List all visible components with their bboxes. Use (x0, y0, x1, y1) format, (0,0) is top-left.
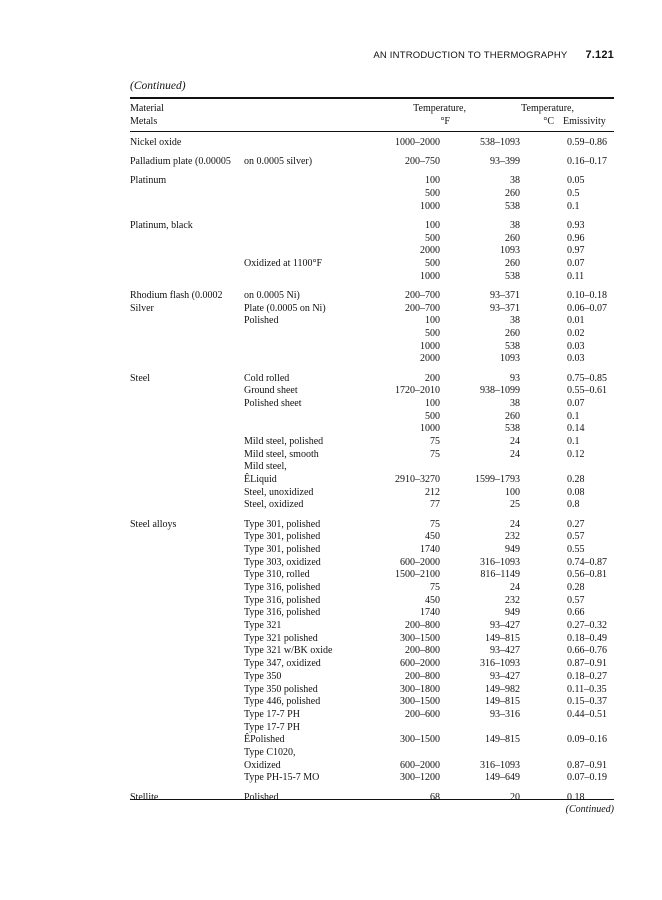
temp-f-cell: 1740 (420, 607, 440, 619)
subtype-cell: Type 321 polished (244, 632, 318, 644)
emissivity-cell: 0.56–0.81 (567, 569, 607, 581)
temp-c-cell: 93–316 (490, 708, 520, 720)
continued-label-top: (Continued) (130, 80, 186, 92)
temp-f-cell: 300–1500 (400, 696, 440, 708)
subtype-cell: Type 446, polished (244, 696, 321, 708)
temp-c-cell: 149–982 (485, 683, 520, 695)
emissivity-cell: 0.1 (567, 435, 580, 447)
emissivity-cell: 0.08 (567, 486, 585, 498)
table-row (130, 315, 614, 328)
table-row (130, 436, 614, 449)
subtype-cell: Type 301, polished (244, 543, 321, 555)
running-head-title: AN INTRODUCTION TO THERMOGRAPHY (373, 50, 568, 61)
emissivity-cell: 0.66–0.76 (567, 645, 607, 657)
temp-f-cell: 500 (425, 327, 440, 339)
material-cell: Nickel oxide (130, 137, 182, 148)
table-row (130, 233, 614, 246)
table-row (130, 137, 614, 150)
table-row (130, 633, 614, 646)
temp-c-cell: 538 (505, 270, 520, 282)
temp-c-cell: 232 (505, 594, 520, 606)
temp-c-cell: 100 (505, 486, 520, 498)
emissivity-cell: 0.07–0.19 (567, 772, 607, 784)
subtype-cell: Type 17-7 PH (244, 708, 300, 720)
temp-f-cell: 500 (425, 410, 440, 422)
table-row (130, 696, 614, 709)
temp-f-cell: 600–2000 (400, 658, 440, 670)
temp-c-cell: 538–1093 (480, 137, 520, 148)
emissivity-cell: 0.11 (567, 270, 585, 282)
subtype-cell: Type 301, polished (244, 531, 321, 543)
table-row (130, 423, 614, 436)
table-row (130, 474, 614, 487)
temp-c-cell: 24 (510, 448, 520, 460)
temp-f-cell: 75 (430, 435, 440, 447)
table-row (130, 303, 614, 316)
table-row (130, 220, 614, 233)
emissivity-cell: 0.05 (567, 175, 585, 187)
temp-c-cell: 316–1093 (480, 556, 520, 568)
temp-f-cell: 300–1200 (400, 772, 440, 784)
temp-c-cell: 24 (510, 518, 520, 530)
emissivity-table (130, 137, 614, 804)
emissivity-cell: 0.02 (567, 327, 585, 339)
temp-c-cell: 538 (505, 423, 520, 435)
emissivity-cell: 0.55–0.61 (567, 385, 607, 397)
temp-c-cell: 260 (505, 410, 520, 422)
emissivity-cell: 0.18–0.27 (567, 670, 607, 682)
table-row (130, 645, 614, 658)
temp-c-cell: 93–427 (490, 670, 520, 682)
table-row (130, 531, 614, 544)
temp-c-cell: 93–399 (490, 156, 520, 168)
emissivity-cell: 0.06–0.07 (567, 302, 607, 314)
temp-f-cell: 200–750 (405, 156, 440, 168)
temp-c-cell: 232 (505, 531, 520, 543)
temp-f-cell: 75 (430, 518, 440, 530)
subtype-cell: Type 316, polished (244, 594, 321, 606)
emissivity-cell: 0.15–0.37 (567, 696, 607, 708)
subtype-cell: Mild steel, smooth (244, 448, 319, 460)
temp-f-cell: 200–800 (405, 645, 440, 657)
table-row (130, 722, 614, 735)
table-row (130, 607, 614, 620)
temp-f-cell: 100 (425, 397, 440, 409)
material-cell: Platinum, black (130, 219, 193, 231)
table-row (130, 620, 614, 633)
subtype-cell: Type PH-15-7 MO (244, 772, 320, 784)
continued-label-bottom: (Continued) (565, 804, 614, 815)
temp-c-cell: 38 (510, 397, 520, 409)
temp-c-cell: 816–1149 (480, 569, 520, 581)
table-row (130, 792, 614, 805)
temp-c-cell: 24 (510, 435, 520, 447)
emissivity-cell: 0.5 (567, 188, 580, 200)
table-row (130, 411, 614, 424)
table-row (130, 461, 614, 474)
table-row (130, 671, 614, 684)
subtype-cell: Type 310, rolled (244, 569, 310, 581)
temp-c-cell: 149–815 (485, 632, 520, 644)
temp-f-cell: 450 (425, 531, 440, 543)
table-row (130, 385, 614, 398)
table-row (130, 449, 614, 462)
temp-f-cell: 100 (425, 175, 440, 187)
table-row (130, 760, 614, 773)
temp-f-cell: 200–600 (405, 708, 440, 720)
material-cell: Steel alloys (130, 518, 177, 530)
temp-c-cell: 38 (510, 175, 520, 187)
temp-c-cell: 260 (505, 188, 520, 200)
emissivity-cell: 0.16–0.17 (567, 156, 607, 168)
emissivity-cell: 0.03 (567, 353, 585, 365)
temp-c-cell: 24 (510, 582, 520, 593)
subtype-cell: ÊPolished (244, 734, 285, 746)
emissivity-cell: 0.01 (567, 315, 585, 327)
temp-f-cell: 2000 (420, 353, 440, 365)
emissivity-cell: 0.44–0.51 (567, 708, 607, 720)
subtype-cell: Ground sheet (244, 385, 298, 397)
table-row (130, 341, 614, 354)
table-row (130, 747, 614, 760)
emissivity-cell: 0.12 (567, 448, 585, 460)
temp-f-cell: 1720–2010 (395, 385, 440, 397)
table-row (130, 245, 614, 258)
emissivity-cell: 0.93 (567, 219, 585, 231)
temp-c-cell: 316–1093 (480, 658, 520, 670)
emissivity-cell: 0.07 (567, 397, 585, 409)
running-head (130, 49, 614, 61)
temp-f-cell: 1500–2100 (395, 569, 440, 581)
temp-c-cell: 260 (505, 327, 520, 339)
emissivity-cell: 0.03 (567, 340, 585, 352)
temp-c-cell: 949 (505, 607, 520, 619)
temp-f-cell: 77 (430, 499, 440, 511)
subtype-cell: Oxidized at 1100°F (244, 258, 323, 269)
temp-f-cell: 1000 (420, 200, 440, 212)
emissivity-cell: 0.07 (567, 258, 585, 269)
temp-c-cell: 93–427 (490, 645, 520, 657)
table-row (130, 658, 614, 671)
table-row (130, 569, 614, 582)
subtype-cell: Polished sheet (244, 397, 302, 409)
subtype-cell: Polished (244, 315, 279, 327)
emissivity-cell: 0.1 (567, 200, 580, 212)
table-row (130, 595, 614, 608)
temp-c-cell: 949 (505, 543, 520, 555)
subtype-cell: Polished (244, 791, 279, 803)
temp-f-cell: 500 (425, 188, 440, 200)
page-number: 7.121 (585, 49, 614, 61)
temp-f-cell: 600–2000 (400, 759, 440, 771)
temp-c-cell: 260 (505, 258, 520, 269)
temp-f-cell: 450 (425, 594, 440, 606)
temp-f-cell: 100 (425, 219, 440, 231)
temp-f-cell: 200–700 (405, 289, 440, 301)
temp-c-cell: 38 (510, 315, 520, 327)
emissivity-cell: 0.1 (567, 410, 580, 422)
temp-f-cell: 500 (425, 232, 440, 244)
header-rule (130, 131, 614, 132)
table-row (130, 201, 614, 214)
emissivity-cell: 0.10–0.18 (567, 289, 607, 301)
temp-f-cell: 300–1500 (400, 632, 440, 644)
temp-f-cell: 1000 (420, 270, 440, 282)
emissivity-cell: 0.75–0.85 (567, 372, 607, 384)
emissivity-cell: 0.97 (567, 245, 585, 257)
temp-f-cell: 68 (430, 791, 440, 803)
material-cell: Palladium plate (0.00005 (130, 156, 231, 168)
material-cell: Platinum (130, 175, 167, 187)
table-row (130, 487, 614, 500)
table-row (130, 175, 614, 188)
emissivity-cell: 0.87–0.91 (567, 759, 607, 771)
subtype-cell: Steel, unoxidized (244, 486, 314, 498)
table-row (130, 156, 614, 169)
emissivity-cell: 0.28 (567, 474, 585, 485)
emissivity-cell: 0.57 (567, 531, 585, 543)
table-row (130, 271, 614, 284)
table-bottom-rule (130, 799, 614, 800)
subtype-cell: Type 347, oxidized (244, 658, 321, 670)
table-row (130, 557, 614, 570)
emissivity-cell: 0.55 (567, 543, 585, 555)
table-top-rule (130, 97, 614, 99)
material-cell: Stellite (130, 791, 159, 803)
temp-f-cell: 2910–3270 (395, 474, 440, 485)
subtype-cell: on 0.0005 silver) (244, 156, 313, 168)
emissivity-cell: 0.14 (567, 423, 585, 435)
subtype-cell: Plate (0.0005 on Ni) (244, 302, 326, 314)
temp-c-cell: 93–427 (490, 620, 520, 632)
table-row (130, 290, 614, 303)
temp-c-cell: 1599–1793 (475, 474, 520, 485)
temp-c-cell: 38 (510, 219, 520, 231)
temp-c-cell: 149–815 (485, 734, 520, 746)
emissivity-cell: 0.66 (567, 607, 585, 619)
temp-f-cell: 212 (425, 486, 440, 498)
subtype-cell: Type 303, oxidized (244, 556, 321, 568)
header-emissivity: Emissivity (563, 115, 606, 127)
header-material: Material Metals (130, 103, 164, 127)
subtype-cell: Type 301, polished (244, 518, 321, 530)
table-row (130, 772, 614, 785)
emissivity-cell: 0.18–0.49 (567, 632, 607, 644)
temp-f-cell: 75 (430, 582, 440, 593)
temp-c-cell: 149–649 (485, 772, 520, 784)
temp-c-cell: 316–1093 (480, 759, 520, 771)
temp-f-cell: 200–700 (405, 302, 440, 314)
emissivity-cell: 0.87–0.91 (567, 658, 607, 670)
temp-c-cell: 149–815 (485, 696, 520, 708)
emissivity-cell: 0.18 (567, 791, 585, 803)
temp-f-cell: 600–2000 (400, 556, 440, 568)
temp-c-cell: 93 (510, 372, 520, 384)
temp-f-cell: 200–800 (405, 620, 440, 632)
table-row (130, 373, 614, 386)
emissivity-cell: 0.28 (567, 582, 585, 593)
emissivity-cell: 0.09–0.16 (567, 734, 607, 746)
table-row (130, 544, 614, 557)
temp-f-cell: 1000–2000 (395, 137, 440, 148)
table-row (130, 684, 614, 697)
temp-f-cell: 1000 (420, 340, 440, 352)
emissivity-cell: 0.11–0.35 (567, 683, 607, 695)
subtype-cell: ÊLiquid (244, 474, 277, 485)
table-row (130, 258, 614, 271)
temp-f-cell: 100 (425, 315, 440, 327)
subtype-cell: Type 350 polished (244, 683, 318, 695)
temp-c-cell: 538 (505, 340, 520, 352)
temp-c-cell: 25 (510, 499, 520, 511)
material-cell: Silver (130, 302, 154, 314)
table-row (130, 188, 614, 201)
emissivity-cell: 0.74–0.87 (567, 556, 607, 568)
subtype-cell: Type 316, polished (244, 582, 321, 593)
table-row (130, 519, 614, 532)
temp-f-cell: 1740 (420, 543, 440, 555)
temp-f-cell: 1000 (420, 423, 440, 435)
material-cell: Steel (130, 372, 150, 384)
temp-c-cell: 538 (505, 200, 520, 212)
table-row (130, 353, 614, 366)
subtype-cell: Oxidized (244, 759, 281, 771)
subtype-cell: Cold rolled (244, 372, 290, 384)
subtype-cell: Mild steel, polished (244, 435, 324, 447)
table-row (130, 328, 614, 341)
header-temp-c: Temperature, °C (521, 103, 574, 127)
temp-c-cell: 938–1099 (480, 385, 520, 397)
temp-f-cell: 300–1500 (400, 734, 440, 746)
subtype-cell: Type 321 w/BK oxide (244, 645, 333, 657)
temp-f-cell: 200–800 (405, 670, 440, 682)
temp-c-cell: 20 (510, 791, 520, 803)
subtype-cell: Mild steel, (244, 461, 287, 473)
emissivity-cell: 0.57 (567, 594, 585, 606)
temp-c-cell: 1093 (500, 353, 520, 365)
temp-c-cell: 1093 (500, 245, 520, 257)
temp-f-cell: 200 (425, 372, 440, 384)
subtype-cell: Type 17-7 PH (244, 721, 300, 733)
emissivity-cell: 0.59–0.86 (567, 137, 607, 148)
emissivity-cell: 0.27–0.32 (567, 620, 607, 632)
material-cell: Rhodium flash (0.0002 (130, 289, 223, 301)
temp-c-cell: 93–371 (490, 302, 520, 314)
subtype-cell: on 0.0005 Ni) (244, 289, 300, 301)
subtype-cell: Steel, oxidized (244, 499, 304, 511)
temp-f-cell: 300–1800 (400, 683, 440, 695)
subtype-cell: Type C1020, (244, 746, 296, 758)
temp-f-cell: 500 (425, 258, 440, 269)
table-row (130, 734, 614, 747)
temp-c-cell: 93–371 (490, 289, 520, 301)
temp-f-cell: 2000 (420, 245, 440, 257)
emissivity-cell: 0.96 (567, 232, 585, 244)
table-row (130, 499, 614, 512)
emissivity-cell: 0.27 (567, 518, 585, 530)
subtype-cell: Type 321 (244, 620, 282, 632)
temp-c-cell: 260 (505, 232, 520, 244)
table-row (130, 582, 614, 595)
subtype-cell: Type 350 (244, 670, 282, 682)
temp-f-cell: 75 (430, 448, 440, 460)
header-temp-f: Temperature, °F (413, 103, 466, 127)
table-row (130, 709, 614, 722)
table-row (130, 398, 614, 411)
subtype-cell: Type 316, polished (244, 607, 321, 619)
emissivity-cell: 0.8 (567, 499, 580, 511)
